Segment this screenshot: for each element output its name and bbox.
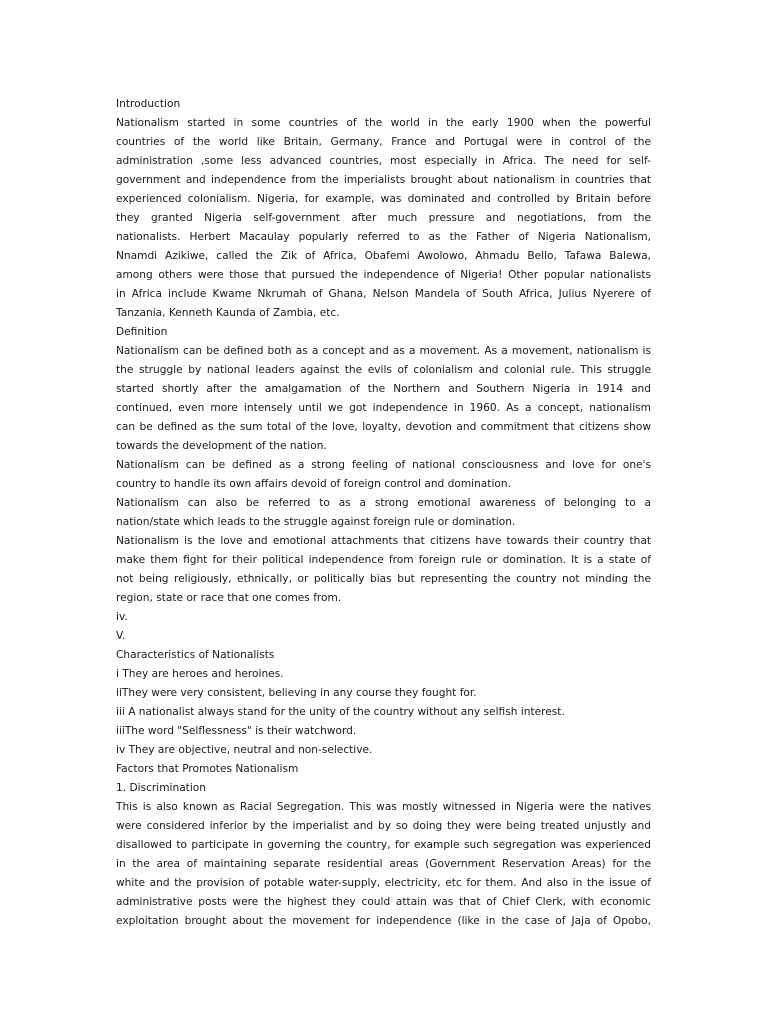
text-line: countries of the world like Britain, Germany, France and Portugal were in control of the bbox=[116, 136, 651, 148]
text-line: government and independence from the imperialists brought about nationalism in countries that bbox=[116, 174, 651, 186]
text-line: can be defined as the sum total of the love, loyalty, devotion and commitment that citizens show bbox=[116, 421, 651, 433]
text-line: nationalists. Herbert Macaulay popularly referred to as the Father of Nigeria Nationalism, bbox=[116, 231, 651, 243]
text-line: disallowed to participate in governing the country, for example such segregation was experienced bbox=[116, 839, 651, 851]
text-line: Nationalism can also be referred to as a strong emotional awareness of belonging to a bbox=[116, 497, 651, 509]
text-line: iii A nationalist always stand for the unity of the country without any selfish interest. bbox=[116, 706, 565, 718]
heading-discrimination: 1. Discrimination bbox=[116, 782, 206, 794]
text-line: in the area of maintaining separate residential areas (Government Reservation Areas) for the bbox=[116, 858, 651, 870]
heading-definition: Definition bbox=[116, 326, 168, 338]
text-line: country to handle its own affairs devoid of foreign control and domination. bbox=[116, 478, 511, 490]
text-line: Nationalism can be defined both as a concept and as a movement. As a movement, nationalism is bbox=[116, 345, 651, 357]
text-line: i They are heroes and heroines. bbox=[116, 668, 284, 680]
text-line: Tanzania, Kenneth Kaunda of Zambia, etc. bbox=[116, 307, 340, 319]
text-line: Nationalism is the love and emotional attachments that citizens have towards their country that bbox=[116, 535, 651, 547]
text-line: nation/state which leads to the struggle against foreign rule or domination. bbox=[116, 516, 516, 528]
text-line: Nnamdi Azikiwe, called the Zik of Africa, Obafemi Awolowo, Ahmadu Bello, Tafawa Balewa, bbox=[116, 250, 651, 262]
heading-factors: Factors that Promotes Nationalism bbox=[116, 763, 299, 775]
text-line: the struggle by national leaders against the evils of colonialism and colonial rule. This struggle bbox=[116, 364, 651, 376]
text-line: Nationalism can be defined as a strong feeling of national consciousness and love for one's bbox=[116, 459, 651, 471]
text-line: administrative posts were the highest they could attain was that of Chief Clerk, with economic bbox=[116, 896, 651, 908]
text-line: in Africa include Kwame Nkrumah of Ghana, Nelson Mandela of South Africa, Julius Nyerere of bbox=[116, 288, 651, 300]
text-line: continued, even more intensely until we got independence in 1960. As a concept, nationalism bbox=[116, 402, 651, 414]
text-line: exploitation brought about the movement for independence (like in the case of Jaja of Opobo, bbox=[116, 915, 651, 927]
text-line: V. bbox=[116, 630, 126, 642]
text-line: This is also known as Racial Segregation. This was mostly witnessed in Nigeria were the natives bbox=[116, 801, 651, 813]
text-line: iiiThe word "Selflessness" is their watchword. bbox=[116, 725, 357, 737]
text-line: white and the provision of potable water-supply, electricity, etc for them. And also in the issue of bbox=[116, 877, 651, 889]
text-line: Nationalism started in some countries of the world in the early 1900 when the powerful bbox=[116, 117, 651, 129]
text-line: were considered inferior by the imperialist and by so doing they were being treated unjustly and bbox=[116, 820, 651, 832]
text-line: towards the development of the nation. bbox=[116, 440, 327, 452]
text-line: iv. bbox=[116, 611, 128, 623]
document-page bbox=[116, 95, 651, 931]
text-line: administration ,some less advanced countries, most especially in Africa. The need for self- bbox=[116, 155, 651, 167]
text-line: region, state or race that one comes from. bbox=[116, 592, 342, 604]
text-line: among others were those that pursued the independence of Nigeria! Other popular nationalists bbox=[116, 269, 651, 281]
text-line: experienced colonialism. Nigeria, for example, was dominated and controlled by Britain before bbox=[116, 193, 651, 205]
heading-introduction: Introduction bbox=[116, 98, 181, 110]
text-line: iv They are objective, neutral and non-selective. bbox=[116, 744, 373, 756]
heading-characteristics: Characteristics of Nationalists bbox=[116, 649, 275, 661]
text-line: not being religiously, ethnically, or politically bias but representing the country not minding the bbox=[116, 573, 651, 585]
text-line: they granted Nigeria self-government after much pressure and negotiations, from the bbox=[116, 212, 651, 224]
text-line: iiThey were very consistent, believing in any course they fought for. bbox=[116, 687, 477, 699]
text-line: started shortly after the amalgamation of the Northern and Southern Nigeria in 1914 and bbox=[116, 383, 651, 395]
text-line: make them fight for their political independence from foreign rule or domination. It is a state of bbox=[116, 554, 651, 566]
